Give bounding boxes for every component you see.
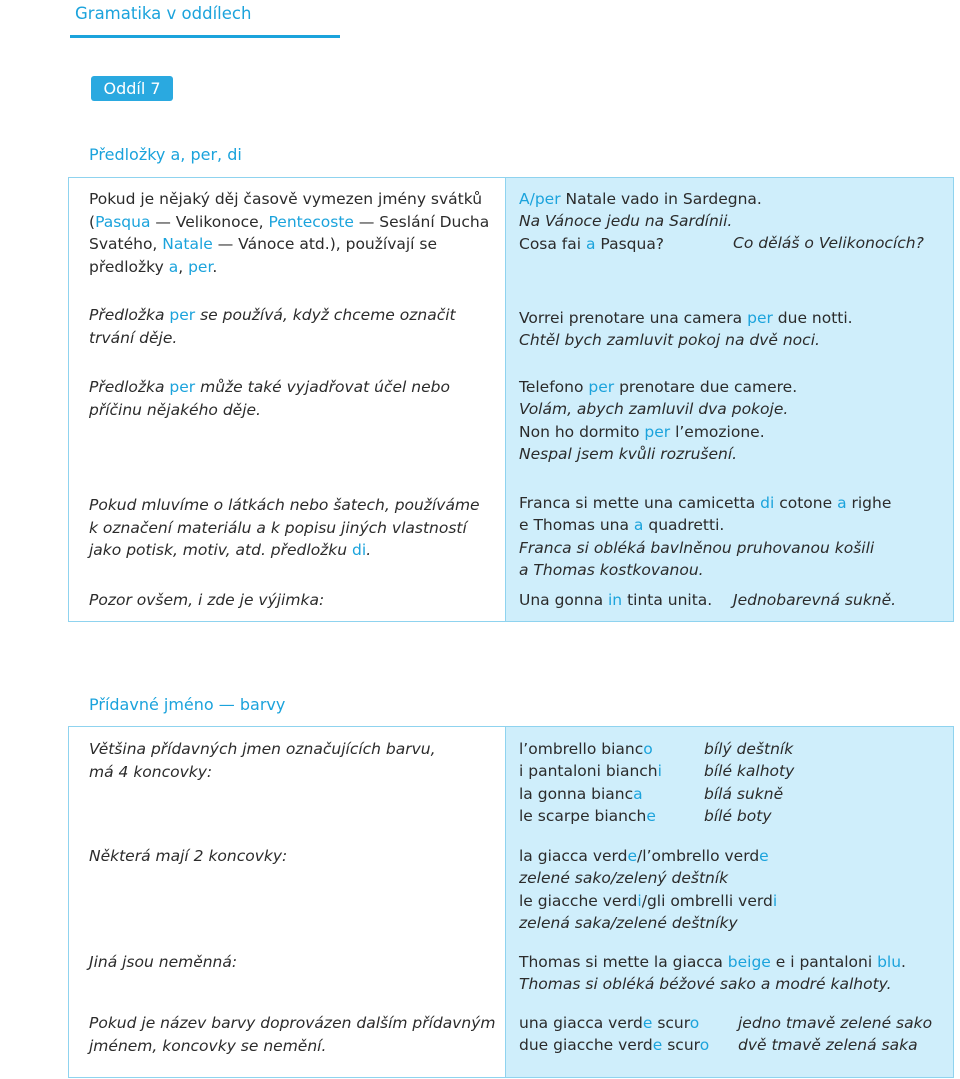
text-line (519, 1034, 709, 1056)
text-segment: bílé kalhoty (704, 762, 795, 781)
highlighted-term: i (657, 762, 662, 781)
highlighted-term: e (642, 1014, 653, 1032)
text-segment: bílá sukně (704, 784, 784, 803)
text-segment: Chtěl bych zamluvit pokoj na dvě noci. (519, 331, 820, 350)
text-line (704, 783, 794, 805)
text-segment: bílý deštník (704, 740, 794, 758)
text-line (519, 329, 853, 351)
text-segment: Jiná jsou neměnná: (89, 953, 238, 971)
text-segment: cotone (774, 494, 838, 512)
text-segment: la giacca verd (519, 847, 628, 865)
text-line (704, 738, 794, 760)
text-segment: příčinu nějakého děje. (89, 400, 261, 419)
highlighted-term: o (643, 740, 653, 758)
text-segment: zelená saka/zelené deštníky (519, 913, 738, 932)
highlighted-term: A/per (519, 190, 561, 208)
rule-invariable (89, 951, 237, 974)
text-segment: Natale vado in Sardegna. (560, 190, 762, 208)
highlighted-term: a (633, 516, 644, 535)
rule-compound-color (89, 1012, 496, 1057)
text-line (519, 805, 662, 827)
section-title-colors: Přídavné jméno — barvy (89, 695, 286, 714)
text-segment: Svatého, (89, 235, 163, 254)
text-line (519, 559, 891, 581)
highlighted-term: per (169, 306, 196, 324)
text-segment: — Velikonoce, (150, 212, 269, 231)
rule-materials (89, 494, 480, 562)
text-segment: la gonna bianc (519, 784, 634, 803)
text-line (89, 304, 456, 327)
rule-four-endings (89, 738, 436, 783)
text-segment: trvání děje. (89, 328, 178, 347)
example-compound-italian (519, 1012, 709, 1057)
highlighted-term: per (169, 378, 196, 396)
highlighted-term: a (586, 234, 596, 253)
text-segment: Na Vánoce jedu na Sardínii. (519, 212, 733, 231)
text-segment: Una gonna (519, 591, 608, 609)
text-line (89, 494, 480, 517)
text-line (89, 327, 456, 350)
text-line (89, 399, 450, 422)
text-segment: Většina přídavných jmen označujících barvu, (89, 740, 436, 758)
text-segment: . (366, 541, 372, 560)
text-line (89, 951, 237, 974)
example-purpose (519, 376, 797, 465)
text-segment: — Vánoce atd.), používají se (212, 235, 438, 254)
highlighted-term: per (588, 378, 615, 396)
text-segment: e i pantaloni (770, 953, 878, 971)
text-line (89, 517, 480, 540)
page-header-title: Gramatika v oddílech (75, 4, 252, 23)
text-segment: jedno tmavě zelené sako (738, 1014, 933, 1032)
text-segment: prenotare due camere. (614, 378, 798, 396)
text-segment: jménem, koncovky se nemění. (89, 1036, 327, 1055)
text-segment: Vorrei prenotare una camera (519, 309, 748, 327)
text-segment: jako potisk, motiv, atd. předložku (89, 541, 353, 560)
text-segment: má 4 koncovky: (89, 762, 213, 781)
text-segment: Předložka (89, 306, 170, 324)
text-segment: /l’ombrello verd (637, 847, 760, 865)
section-badge: Oddíl 7 (91, 76, 173, 101)
text-line (519, 514, 891, 536)
example-materials (519, 492, 891, 581)
highlighted-term: Pasqua (95, 212, 151, 231)
text-line (738, 1034, 932, 1056)
example-exception-translation: Jednobarevná sukně. (733, 591, 897, 609)
example-two-endings (519, 845, 777, 934)
text-line (89, 845, 287, 868)
text-segment: Telefono (519, 378, 589, 396)
text-segment: Pokud mluvíme o látkách nebo šatech, používáme (89, 496, 480, 514)
text-segment: Pozor ovšem, i zde je výjimka: (89, 591, 325, 609)
header-rule (70, 35, 340, 38)
text-segment: l’emozione. (670, 422, 765, 441)
text-line (519, 421, 797, 443)
text-segment: bílé boty (704, 806, 772, 825)
example-compound-czech (738, 1012, 932, 1057)
text-line (519, 1012, 709, 1034)
text-segment: due notti. (772, 309, 853, 327)
text-segment: scur (652, 1014, 690, 1032)
text-line (89, 376, 450, 399)
example-four-endings-italian (519, 738, 662, 827)
text-segment: quadretti. (643, 516, 725, 535)
text-line (89, 1012, 496, 1035)
text-segment: due giacche verd (519, 1036, 653, 1055)
highlighted-term: Pentecoste (268, 212, 354, 231)
rule-purpose (89, 376, 450, 421)
text-line (89, 589, 324, 612)
text-segment: i pantaloni bianch (519, 762, 658, 781)
highlighted-term: a (168, 257, 179, 276)
text-segment: Pasqua? (595, 234, 665, 253)
text-line (519, 443, 797, 465)
example-four-endings-czech (704, 738, 794, 827)
highlighted-term: i (637, 891, 642, 910)
text-segment: zelené sako/zelený deštník (519, 869, 729, 888)
rule-exception (89, 589, 324, 612)
text-segment: /gli ombrelli verd (641, 891, 773, 910)
highlighted-term: e (759, 847, 769, 865)
text-segment: Thomas si obléká béžové sako a modré kalhoty. (519, 975, 892, 994)
text-line (89, 1035, 496, 1058)
rule-duration (89, 304, 456, 349)
example-duration (519, 307, 853, 352)
highlighted-term: beige (727, 953, 771, 971)
text-segment: k označení materiálu a k popisu jiných vlastností (89, 518, 467, 537)
text-segment: righe (846, 494, 892, 512)
text-line (89, 233, 489, 256)
highlighted-term: o (699, 1036, 710, 1055)
text-segment: l’ombrello bianc (519, 740, 644, 758)
text-segment: una giacca verd (519, 1014, 643, 1032)
text-line (89, 211, 489, 234)
text-segment: . (901, 953, 906, 971)
text-line (519, 376, 797, 398)
highlighted-term: per (747, 309, 773, 327)
example-exception (519, 589, 712, 611)
text-segment: Thomas si mette la giacca (519, 953, 728, 971)
text-line (89, 188, 489, 211)
section-title-prepositions: Předložky a, per, di (89, 145, 242, 164)
text-line (519, 951, 906, 973)
highlighted-term: a (837, 494, 847, 512)
text-segment: ( (89, 212, 96, 231)
example-holidays (519, 188, 762, 255)
text-line (89, 761, 436, 784)
example-holidays-translation: Co děláš o Velikonocích? (733, 234, 924, 252)
text-segment: Některá mají 2 koncovky: (89, 847, 288, 865)
text-line (519, 537, 891, 559)
text-line (519, 760, 662, 782)
text-segment: se používá, když chceme označit (195, 306, 456, 324)
highlighted-term: in (608, 591, 623, 609)
text-segment: předložky (89, 257, 169, 276)
text-line (89, 738, 436, 761)
text-line (519, 398, 797, 420)
rule-two-endings (89, 845, 287, 868)
text-line (89, 539, 480, 562)
text-segment: tinta unita. (622, 591, 713, 609)
highlighted-term: i (772, 891, 778, 910)
text-line (519, 233, 762, 255)
text-segment: Pokud je nějaký děj časově vymezen jmény svátků (89, 190, 483, 208)
text-line (519, 589, 712, 611)
text-line (519, 867, 777, 889)
text-line (519, 307, 853, 329)
text-segment: e Thomas una (519, 516, 634, 535)
highlighted-term: o (689, 1014, 700, 1032)
text-line (519, 492, 891, 514)
text-segment: Pokud je název barvy doprovázen dalším přídavným (89, 1014, 496, 1032)
text-line (519, 912, 777, 934)
text-segment: Nespal jsem kvůli rozrušení. (519, 444, 738, 463)
highlighted-term: per (188, 257, 213, 276)
text-segment: Cosa fai (519, 234, 586, 253)
highlighted-term: di (760, 494, 775, 512)
text-segment: Franca si obléká bavlněnou pruhovanou košili (519, 538, 875, 557)
highlighted-term: di (352, 541, 367, 560)
text-segment: — Seslání Ducha (353, 212, 490, 231)
text-segment: a Thomas kostkovanou. (519, 560, 704, 579)
text-line (519, 188, 762, 210)
text-line (519, 783, 662, 805)
text-line (704, 760, 794, 782)
text-segment: Non ho dormito (519, 422, 645, 441)
text-segment: . (212, 257, 218, 276)
highlighted-term: e (652, 1036, 663, 1055)
example-invariable (519, 951, 906, 996)
highlighted-term: per (644, 422, 671, 441)
text-line (704, 805, 794, 827)
text-segment: Volám, abych zamluvil dva pokoje. (519, 400, 789, 419)
text-line (89, 256, 489, 279)
text-segment: , (178, 257, 189, 276)
text-line (519, 738, 662, 760)
highlighted-term: Natale (162, 235, 213, 254)
highlighted-term: e (646, 806, 656, 825)
text-line (519, 890, 777, 912)
text-segment: Franca si mette una camicetta (519, 494, 761, 512)
rule-holidays (89, 188, 489, 278)
text-line (519, 210, 762, 232)
text-segment: dvě tmavě zelená saka (738, 1036, 918, 1055)
text-segment: le giacche verd (519, 891, 638, 910)
text-segment: scur (662, 1036, 700, 1055)
text-line (519, 973, 906, 995)
text-line (519, 845, 777, 867)
highlighted-term: e (627, 847, 638, 865)
text-segment: může také vyjadřovat účel nebo (195, 378, 450, 396)
text-segment: Předložka (89, 378, 170, 396)
highlighted-term: blu (877, 953, 902, 971)
text-segment: le scarpe bianch (519, 806, 647, 825)
text-line (738, 1012, 932, 1034)
highlighted-term: a (633, 784, 643, 803)
